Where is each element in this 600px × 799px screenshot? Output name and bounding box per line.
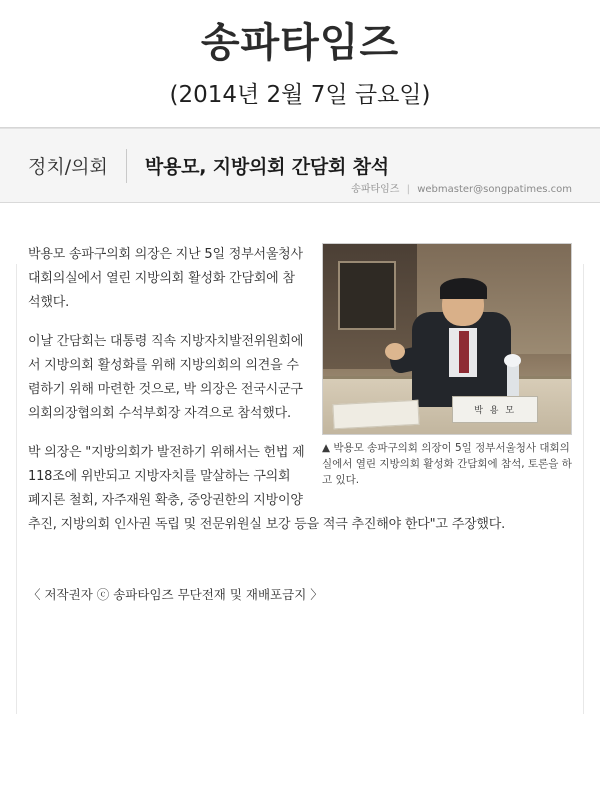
masthead — [0, 0, 600, 109]
photo-person-tie — [459, 331, 469, 373]
byline — [351, 180, 572, 195]
category-divider — [126, 149, 127, 183]
article-figure — [322, 243, 572, 488]
article-body — [0, 203, 600, 603]
article-paragraph: 박 의장은 "지방의회가 발전하기 위해서는 헌법 제118조에 위반되고 지방자치를 말살하는 구의회 폐지론 철회, 자주재원 확충, 중앙권한의 지방이양 추진, 지방의회 인사권 독립 및 전문위원실 보강 등을 적극 추진해야 한다"고 주장했다. — [28, 445, 506, 533]
photo-caption: ▲ 박용모 송파구의회 의장이 5일 정부서울청사 대회의실에서 열린 지방의회 활성화 간담회에 참석, 토론을 하고 있다. — [322, 442, 572, 486]
byline-separator: | — [406, 184, 411, 195]
site-title: 송파타임즈 — [200, 20, 400, 66]
headline-band — [0, 128, 600, 203]
article-paragraph: 이날 간담회는 대통령 직속 지방자치발전위원회에서 지방의회 활성화를 위해 지방의회의 의견을 수렴하기 위해 마련한 것으로, 박 의장은 전국시군구의회의장협의회 수석부회장 자격으로 참석했다. — [28, 334, 304, 422]
article-paragraph: 박용모 송파구의회 의장은 지난 5일 정부서울청사 대회의실에서 열린 지방의회 활성화 간담회에 참석했다. — [28, 247, 303, 311]
photo-nameplate — [452, 396, 538, 423]
photo-nameplate-text: 박 용 모 — [474, 405, 517, 416]
photo-papers — [332, 399, 419, 428]
photo-person-hair — [440, 278, 487, 299]
byline-email[interactable]: webmaster@songpatimes.com — [417, 184, 572, 195]
copyright-notice: 〈 저작권자 ⓒ 송파타임즈 무단전재 및 재배포금지 〉 — [28, 586, 323, 602]
article-category[interactable]: 정치/의회 — [28, 156, 108, 178]
byline-source: 송파타임즈 — [351, 184, 400, 195]
photo-window — [338, 261, 397, 330]
article-photo — [322, 243, 572, 435]
article-headline: 박용모, 지방의회 간담회 참석 — [144, 156, 389, 178]
photo-person-hand — [385, 343, 405, 360]
publication-date: (2014년 2월 7일 금요일) — [169, 82, 431, 108]
